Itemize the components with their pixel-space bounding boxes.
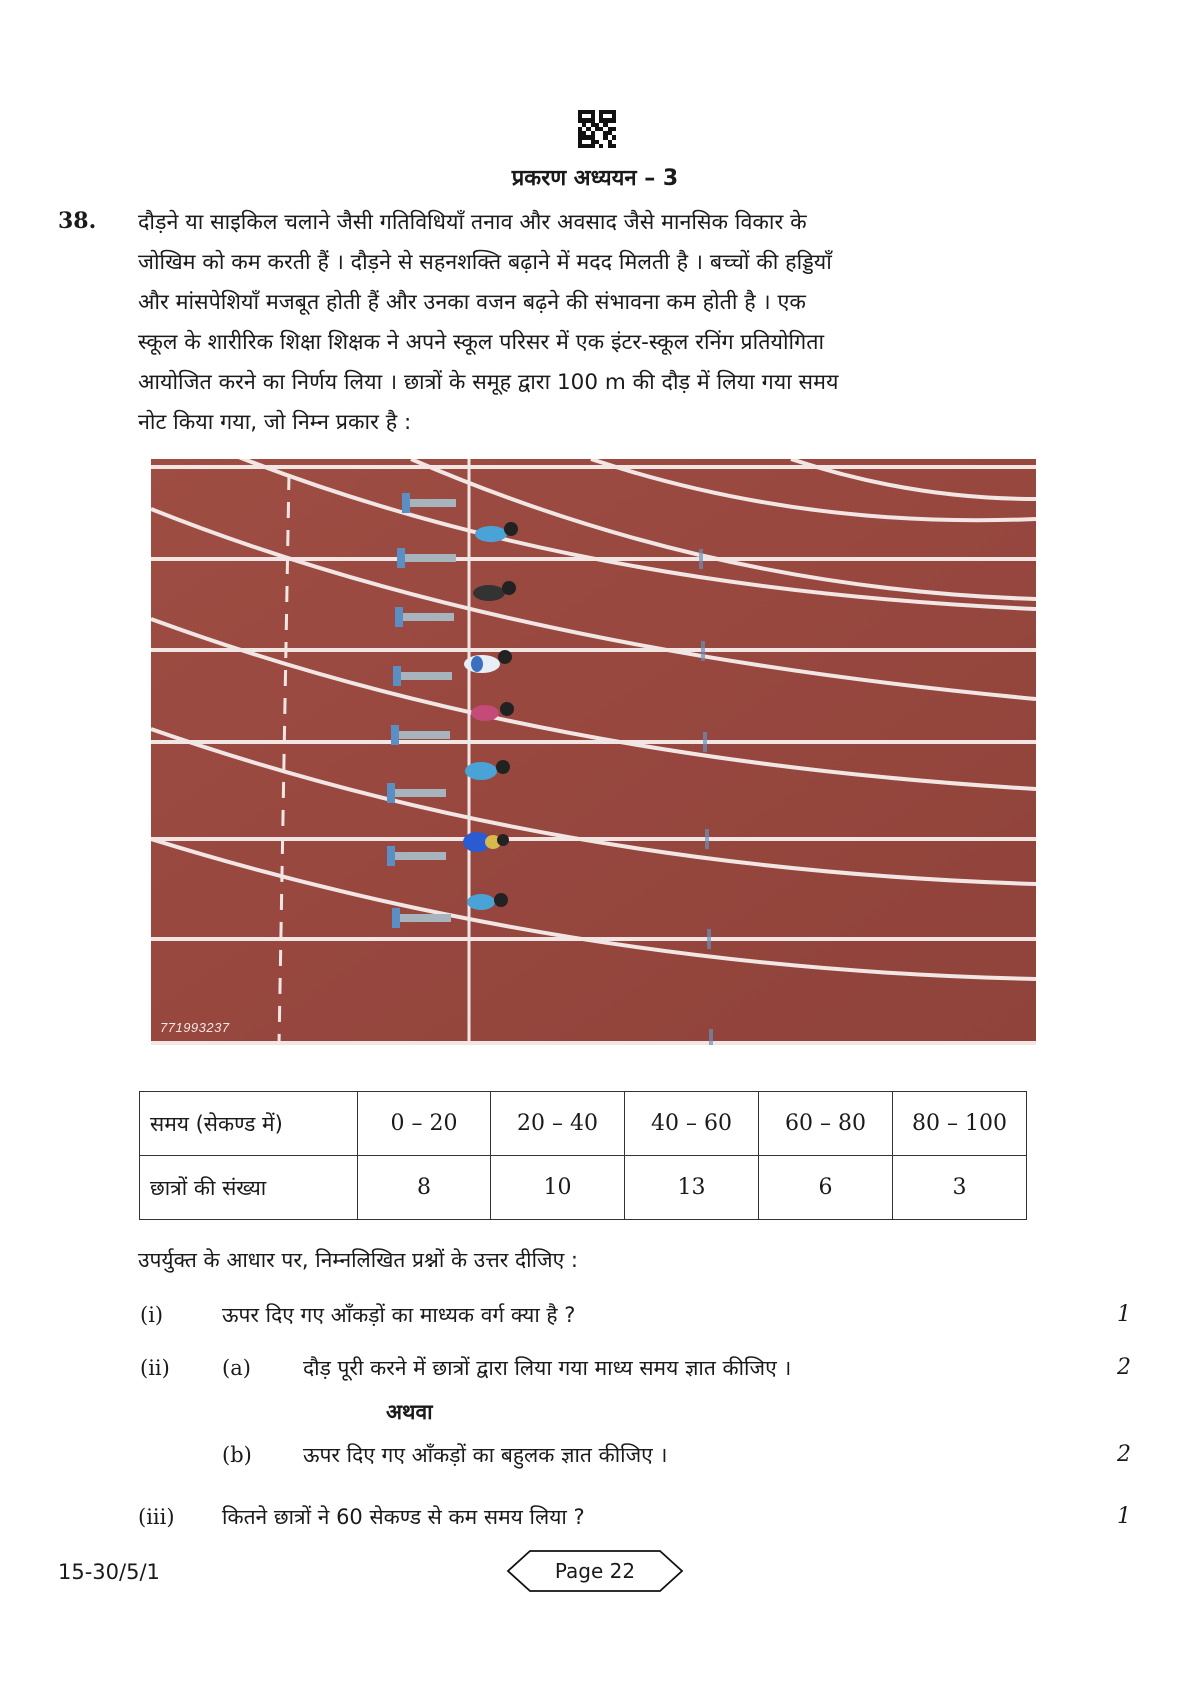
item-marks: 1 — [1117, 1504, 1131, 1529]
paragraph-line: जोखिम को कम करती हैं । दौड़ने से सहनशक्ति बढ़ाने में मदद मिलती है । बच्चों की हड्डियाँ — [138, 250, 832, 275]
item-marks: 2 — [1117, 1355, 1131, 1380]
qr-code-icon — [578, 110, 616, 148]
row-header-students: छात्रों की संख्या — [140, 1156, 358, 1220]
class-cell: 80 – 100 — [893, 1092, 1027, 1156]
row-header-time: समय (सेकण्ड में) — [140, 1092, 358, 1156]
class-cell: 0 – 20 — [358, 1092, 491, 1156]
question-paragraph — [138, 203, 1075, 443]
frequency-table — [139, 1091, 1027, 1220]
running-track-photo — [151, 459, 1036, 1045]
item-sub-label: (a) — [222, 1356, 251, 1380]
class-cell: 60 – 80 — [759, 1092, 893, 1156]
paragraph-line: नोट किया गया, जो निम्न प्रकार है : — [138, 410, 412, 435]
item-label: (iii) — [138, 1505, 175, 1529]
item-text: ऊपर दिए गए आँकड़ों का माध्यक वर्ग क्या है ? — [222, 1303, 576, 1327]
class-cell: 40 – 60 — [625, 1092, 759, 1156]
paragraph-line: आयोजित करने का निर्णय लिया । छात्रों के समूह द्वारा 100 m की दौड़ में लिया गया समय — [138, 370, 839, 395]
item-marks: 2 — [1117, 1442, 1131, 1467]
item-marks: 1 — [1117, 1302, 1131, 1327]
frequency-cell: 13 — [625, 1156, 759, 1220]
question-number: 38. — [58, 208, 97, 234]
item-label: (ii) — [140, 1356, 170, 1380]
table-row-frequencies — [140, 1156, 1027, 1220]
paragraph-line: दौड़ने या साइकिल चलाने जैसी गतिविधियाँ तनाव और अवसाद जैसे मानसिक विकार के — [138, 210, 807, 235]
item-text: ऊपर दिए गए आँकड़ों का बहुलक ज्ञात कीजिए । — [303, 1443, 668, 1467]
section-title: प्रकरण अध्ययन – 3 — [511, 166, 679, 191]
questions-intro: उपर्युक्त के आधार पर, निम्नलिखित प्रश्नों के उत्तर दीजिए : — [138, 1248, 579, 1272]
frequency-cell: 6 — [759, 1156, 893, 1220]
paragraph-line: स्कूल के शारीरिक शिक्षा शिक्षक ने अपने स्कूल परिसर में एक इंटर-स्कूल रनिंग प्रतियोगिता — [138, 330, 825, 355]
item-sub-label: (b) — [222, 1443, 252, 1467]
frequency-cell: 8 — [358, 1156, 491, 1220]
paper-code: 15-30/5/1 — [58, 1560, 160, 1584]
or-label: अथवा — [386, 1400, 433, 1424]
item-label: (i) — [140, 1303, 164, 1327]
frequency-cell: 3 — [893, 1156, 1027, 1220]
class-cell: 20 – 40 — [491, 1092, 625, 1156]
table-row-classes — [140, 1092, 1027, 1156]
paragraph-line: और मांसपेशियाँ मजबूत होती हैं और उनका वजन बढ़ने की संभावना कम होती है । एक — [138, 290, 806, 315]
photo-watermark: 771993237 — [160, 1020, 230, 1035]
item-text: दौड़ पूरी करने में छात्रों द्वारा लिया गया माध्य समय ज्ञात कीजिए । — [303, 1356, 792, 1380]
frequency-cell: 10 — [491, 1156, 625, 1220]
page-label: Page 22 — [554, 1559, 636, 1583]
item-text: कितने छात्रों ने 60 सेकण्ड से कम समय लिया ? — [222, 1505, 585, 1529]
page-number-badge — [506, 1548, 684, 1594]
track-illustration — [151, 459, 1036, 1045]
